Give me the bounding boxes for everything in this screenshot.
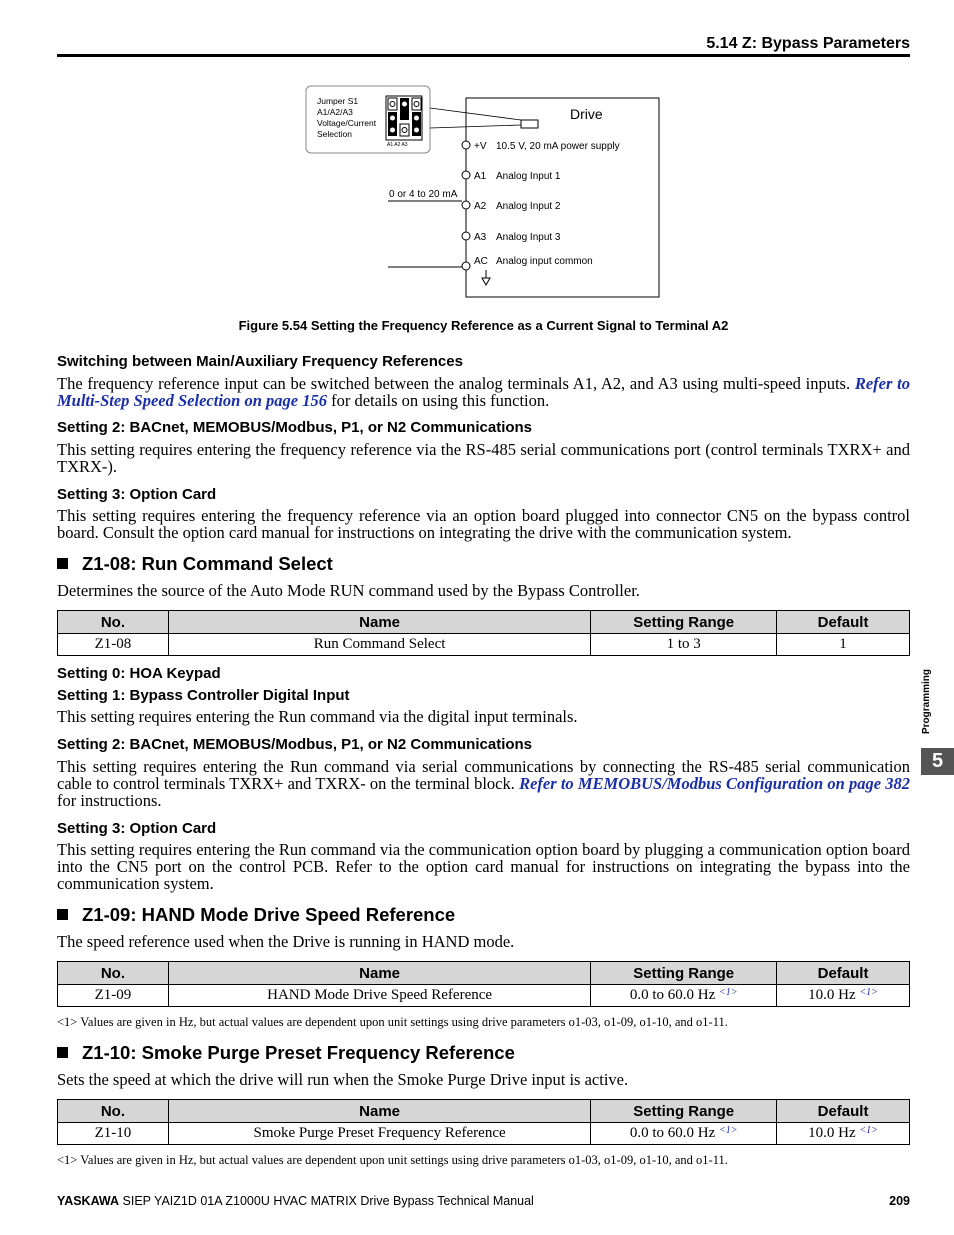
table-row — [58, 1123, 910, 1145]
drive-title: Drive — [570, 106, 603, 122]
col-no: No. — [58, 962, 169, 985]
jumper-pin-labels: A1 A2 A3 — [387, 142, 408, 148]
cell-name: Smoke Purge Preset Frequency Reference — [168, 1123, 590, 1145]
chapter-tab[interactable]: 5 — [921, 748, 954, 775]
col-name: Name — [168, 962, 590, 985]
run-setting3-heading: Setting 3: Option Card — [57, 820, 217, 837]
col-default: Default — [777, 962, 910, 985]
footer-brand: YASKAWA — [57, 1194, 120, 1208]
col-default: Default — [777, 1100, 910, 1123]
cell-name: Run Command Select — [168, 634, 590, 656]
freq-setting3-heading: Setting 3: Option Card — [57, 486, 217, 503]
z108-intro: Determines the source of the Auto Mode RUN command used by the Bypass Controller. — [57, 581, 640, 600]
switching-heading: Switching between Main/Auxiliary Frequency References — [57, 353, 463, 370]
cell-range: 0.0 to 60.0 Hz $^{<1>}$ — [591, 1123, 777, 1145]
terminal-code-a1: A1 — [474, 171, 487, 182]
multistep-link[interactable]: Refer to Multi-Step Speed Selection on page 156 — [57, 374, 910, 410]
side-section-label: Programming — [921, 668, 932, 734]
cell-no: Z1-08 — [58, 634, 169, 656]
terminal-desc-ac: Analog input common — [496, 256, 593, 267]
jumper-label-line-3: Voltage/Current — [317, 118, 377, 128]
jumper-label-line-4: Selection — [317, 129, 352, 139]
footnote-ref[interactable]: <1> — [859, 987, 878, 998]
z110-table — [57, 1099, 910, 1145]
cell-default: 1 — [777, 634, 910, 656]
cell-no: Z1-10 — [58, 1123, 169, 1145]
cell-default: 10.0 Hz $^{<1>}$ — [777, 1123, 910, 1145]
terminal-desc-a1: Analog Input 1 — [496, 171, 561, 182]
terminal-code-a2: A2 — [474, 201, 487, 212]
jumper-pins-icon — [386, 96, 422, 140]
z109-intro: The speed reference used when the Drive is running in HAND mode. — [57, 932, 515, 951]
terminal-code-v: +V — [474, 141, 487, 152]
footnote-ref[interactable]: <1> — [859, 1125, 878, 1136]
jumper-label-line-1: Jumper S1 — [317, 96, 359, 106]
run-setting2-text: This setting requires entering the Run command via serial communications by connecting the RS-485 serial communication cable to control terminals TXRX+ and TXRX- on the terminal block. Refer to MEMOBUS/Modbus Configuration on page 382 for instructions. — [57, 757, 910, 810]
freq-setting2-text: This setting requires entering the frequency reference via the RS-485 serial communications port (control terminals TXRX+ and TXRX-). — [57, 440, 910, 476]
col-name: Name — [168, 1100, 590, 1123]
freq-setting3-text: This setting requires entering the frequency reference via an option board plugged into connector CN5 on the bypass control board. Consult the option card manual for instructions on integrating the drive with the communication system. — [57, 506, 910, 542]
col-range: Setting Range — [591, 611, 777, 634]
table-header-row — [58, 962, 910, 985]
footnote-ref[interactable]: <1> — [719, 987, 738, 998]
page-number: 209 — [889, 1194, 910, 1208]
z110-footnote: <1> Values are given in Hz, but actual values are dependent upon unit settings using drive parameters o1-03, o1-09, o1-10, and o1-11. — [57, 1153, 728, 1167]
table-header-row — [58, 611, 910, 634]
memobus-link[interactable]: Refer to MEMOBUS/Modbus Configuration on page 382 — [519, 774, 910, 793]
wiring-diagram — [300, 80, 670, 305]
run-setting1-heading: Setting 1: Bypass Controller Digital Input — [57, 687, 350, 704]
run-setting0-heading: Setting 0: HOA Keypad — [57, 665, 221, 682]
cell-default: 10.0 Hz $^{<1>}$ — [777, 985, 910, 1007]
z109-heading: Z1-09: HAND Mode Drive Speed Reference — [57, 904, 455, 926]
col-default: Default — [777, 611, 910, 634]
figure-caption: Figure 5.54 Setting the Frequency Reference as a Current Signal to Terminal A2 — [238, 318, 729, 333]
z109-table — [57, 961, 910, 1007]
footer-doc: YASKAWA SIEP YAIZ1D 01A Z1000U HVAC MATRIX Drive Bypass Technical Manual — [57, 1194, 534, 1208]
table-row — [58, 634, 910, 656]
cell-range: 0.0 to 60.0 Hz $^{<1>}$ — [591, 985, 777, 1007]
cell-no: Z1-09 — [58, 985, 169, 1007]
header-rule — [57, 54, 910, 57]
z108-table — [57, 610, 910, 656]
cell-name: HAND Mode Drive Speed Reference — [168, 985, 590, 1007]
input-note: 0 or 4 to 20 mA — [389, 189, 458, 200]
footnote-ref[interactable]: <1> — [719, 1125, 738, 1136]
terminal-desc-v: 10.5 V, 20 mA power supply — [496, 141, 620, 152]
switching-paragraph: The frequency reference input can be switched between the analog terminals A1, A2, and A3 using multi-speed inputs. Refer to Multi-Step Speed Selection on page 156 for details on using this function. — [57, 374, 910, 410]
z110-intro: Sets the speed at which the drive will run when the Smoke Purge Drive input is active. — [57, 1070, 629, 1089]
run-setting3-text: This setting requires entering the Run command via the communication option board by plugging a communication option board into the CN5 port on the control PCB. Refer to the option card manual for instructions on integrating the bypass into the communication system. — [57, 840, 910, 893]
cell-range: 1 to 3 — [591, 634, 777, 656]
terminal-desc-a3: Analog Input 3 — [496, 232, 561, 243]
run-setting1-text: This setting requires entering the Run command via the digital input terminals. — [57, 707, 578, 726]
freq-setting2-heading: Setting 2: BACnet, MEMOBUS/Modbus, P1, or N2 Communications — [57, 419, 533, 436]
z108-heading: Z1-08: Run Command Select — [57, 553, 333, 575]
drive-box — [466, 98, 659, 297]
page-header-title: 5.14 Z: Bypass Parameters — [706, 35, 910, 52]
section-square-icon — [57, 909, 68, 920]
section-square-icon — [57, 1047, 68, 1058]
col-no: No. — [58, 1100, 169, 1123]
col-no: No. — [58, 611, 169, 634]
z109-footnote: <1> Values are given in Hz, but actual values are dependent upon unit settings using drive parameters o1-03, o1-09, o1-10, and o1-11. — [57, 1015, 728, 1029]
terminal-code-ac: AC — [474, 256, 488, 267]
section-square-icon — [57, 558, 68, 569]
table-row — [58, 985, 910, 1007]
col-range: Setting Range — [591, 962, 777, 985]
run-setting2-heading: Setting 2: BACnet, MEMOBUS/Modbus, P1, or N2 Communications — [57, 736, 533, 753]
col-range: Setting Range — [591, 1100, 777, 1123]
table-header-row — [58, 1100, 910, 1123]
terminal-code-a3: A3 — [474, 232, 487, 243]
jumper-label-line-2: A1/A2/A3 — [317, 107, 353, 117]
jumper-location-icon — [521, 120, 538, 128]
col-name: Name — [168, 611, 590, 634]
z110-heading: Z1-10: Smoke Purge Preset Frequency Reference — [57, 1042, 515, 1064]
terminal-desc-a2: Analog Input 2 — [496, 201, 561, 212]
